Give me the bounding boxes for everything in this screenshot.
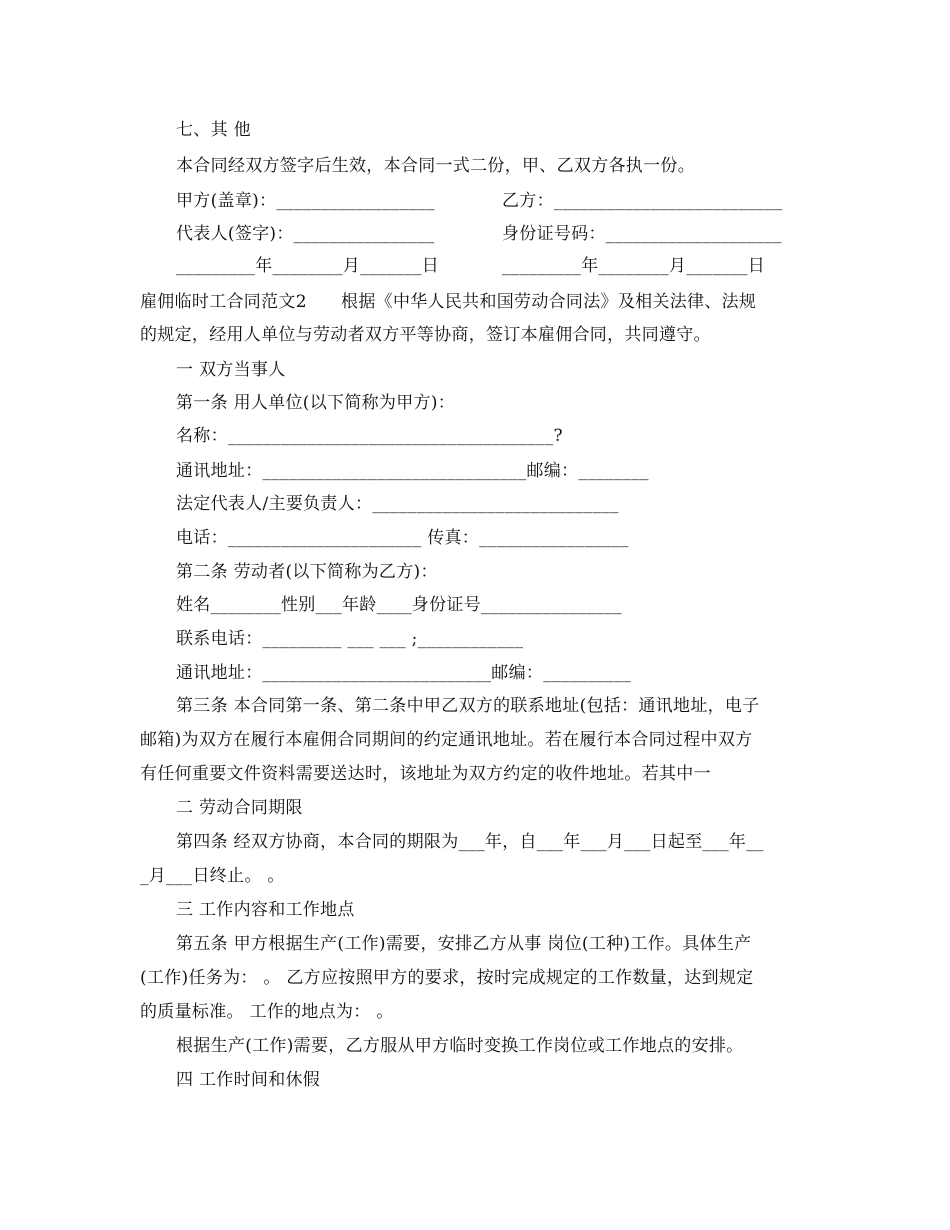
name-field-line: 名称：_____________________________________? bbox=[176, 426, 563, 446]
phone-fax-field-line: 电话：______________________ 传真：_________________ bbox=[176, 528, 629, 548]
address-field-line: 通讯地址：__________________________邮编：__________ bbox=[176, 663, 632, 683]
paragraph-line: 雇佣临时工合同范文2 根据《中华人民共和国劳动合同法》及相关法律、法规 bbox=[140, 292, 757, 312]
section-2-heading: 二 劳动合同期限 bbox=[176, 798, 303, 818]
paragraph-line: _月___日终止。 。 bbox=[140, 866, 285, 886]
date-line-b: _________年________月_______日 bbox=[502, 256, 766, 276]
paragraph-line: 有任何重要文件资料需要送达时，该地址为双方约定的收件地址。若其中一 bbox=[140, 764, 711, 784]
party-b-line: 乙方：__________________________ bbox=[502, 191, 783, 211]
paragraph-line: 根据生产(工作)需要，乙方服从甲方临时变换工作岗位或工作地点的安排。 bbox=[176, 1036, 744, 1056]
article-4-line: 第四条 经双方协商，本合同的期限为___年，自___年___月___日起至___年__ bbox=[176, 832, 764, 852]
article-3-line: 第三条 本合同第一条、第二条中甲乙双方的联系地址(包括：通讯地址，电子 bbox=[176, 696, 760, 716]
paragraph-line: 邮箱)为双方在履行本雇佣合同期间的约定通讯地址。若在履行本合同过程中双方 bbox=[140, 730, 753, 750]
paragraph-line: 的规定，经用人单位与劳动者双方平等协商，签订本雇佣合同，共同遵守。 bbox=[140, 325, 711, 345]
personal-info-field-line: 姓名________性别___年龄____身份证号________________ bbox=[176, 595, 622, 615]
paragraph-line: 的质量标准。 工作的地点为： 。 bbox=[140, 1002, 394, 1022]
address-field-line: 通讯地址：______________________________邮编：________ bbox=[176, 461, 649, 481]
id-number-line: 身份证号码：____________________ bbox=[502, 224, 782, 244]
section-7-heading: 七、其 他 bbox=[176, 120, 251, 140]
date-line-a: _________年________月_______日 bbox=[176, 256, 440, 276]
article-1-line: 第一条 用人单位(以下简称为甲方)： bbox=[176, 393, 456, 413]
party-a-seal-line: 甲方(盖章)：__________________ bbox=[176, 191, 435, 211]
paragraph-line: (工作)任务为： 。 乙方应按照甲方的要求，按时完成规定的工作数量，达到规定 bbox=[140, 968, 754, 988]
paragraph-line: 本合同经双方签字后生效，本合同一式二份，甲、乙双方各执一份。 bbox=[176, 156, 695, 176]
article-5-line: 第五条 甲方根据生产(工作)需要，安排乙方从事 岗位(工种)工作。具体生产 bbox=[176, 934, 752, 954]
section-1-heading: 一 双方当事人 bbox=[176, 360, 286, 380]
section-4-heading: 四 工作时间和休假 bbox=[176, 1070, 321, 1090]
section-3-heading: 三 工作内容和工作地点 bbox=[176, 900, 355, 920]
contact-phone-field-line: 联系电话：_________ ___ ___ ;____________ bbox=[176, 629, 524, 649]
legal-rep-field-line: 法定代表人/主要负责人：____________________________ bbox=[176, 494, 619, 514]
article-2-line: 第二条 劳动者(以下简称为乙方)： bbox=[176, 562, 438, 582]
representative-signature-line: 代表人(签字)：________________ bbox=[176, 224, 435, 244]
